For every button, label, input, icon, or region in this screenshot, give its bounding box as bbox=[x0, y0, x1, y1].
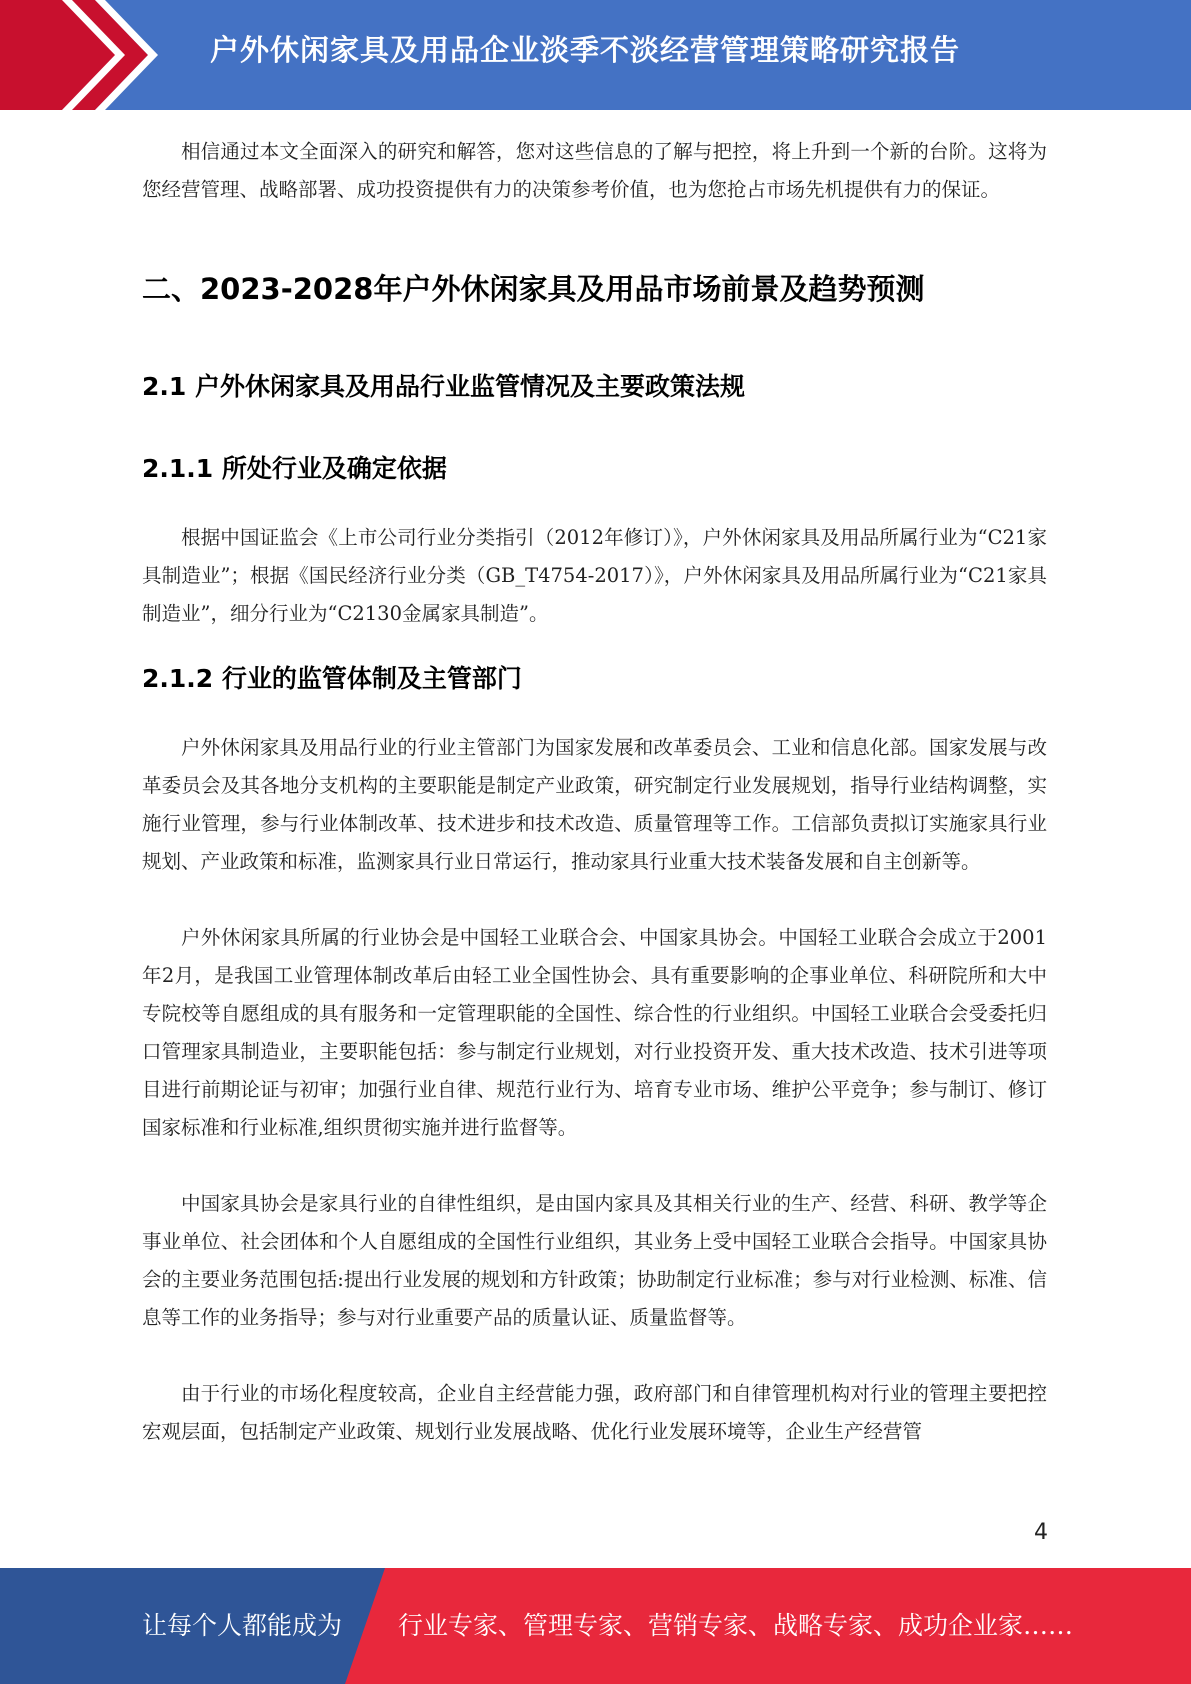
sub-1-title: 2.1.1 所处行业及确定依据 bbox=[142, 454, 447, 483]
footer-slogan-left: 让每个人都能成为 bbox=[142, 1611, 343, 1640]
footer-slogan-right: 行业专家、管理专家、营销专家、战略专家、成功企业家…… bbox=[398, 1611, 1074, 1640]
section-title: 二、2023-2028年户外休闲家具及用品市场前景及趋势预测 bbox=[142, 272, 925, 306]
subsection-title: 2.1 户外休闲家具及用品行业监管情况及主要政策法规 bbox=[142, 372, 745, 401]
sub-2-paragraph-3: 中国家具协会是家具行业的自律性组织，是由国内家具及其相关行业的生产、经营、科研、教学等企事业单位、社会团体和个人自愿组成的全国性行业组织，其业务上受中国轻工业联合会指导。中国家具协会的主要业务范围包括:提出行业发展的规划和方针政策；协助制定行业标准；参与对行业检测、标准、信息等工作的业务指导；参与对行业重要产品的质量认证、质量监督等。 bbox=[142, 1192, 1047, 1329]
sub-1-paragraph: 根据中国证监会《上市公司行业分类指引（2012年修订）》，户外休闲家具及用品所属行业为“C21家具制造业”；根据《国民经济行业分类（GB_T4754-2017）》，户外休闲家具及用品所属行业为“C21家具制造业”，细分行业为“C2130金属家具制造”。 bbox=[142, 526, 1047, 625]
intro-paragraph: 相信通过本文全面深入的研究和解答，您对这些信息的了解与把控，将上升到一个新的台阶。这将为您经营管理、战略部署、成功投资提供有力的决策参考价值，也为您抢占市场先机提供有力的保证。 bbox=[142, 140, 1047, 201]
header-banner bbox=[0, 0, 1191, 110]
sub-2-paragraph-2: 户外休闲家具所属的行业协会是中国轻工业联合会、中国家具协会。中国轻工业联合会成立于2001年2月，是我国工业管理体制改革后由轻工业全国性协会、具有重要影响的企事业单位、科研院所和大中专院校等自愿组成的具有服务和一定管理职能的全国性、综合性的行业组织。中国轻工业联合会受委托归口管理家具制造业，主要职能包括：参与制定行业规划，对行业投资开发、重大技术改造、技术引进等项目进行前期论证与初审；加强行业自律、规范行业行为、培育专业市场、维护公平竞争；参与制订、修订国家标准和行业标准,组织贯彻实施并进行监督等。 bbox=[142, 926, 1047, 1139]
page-number: 4 bbox=[1034, 1520, 1048, 1545]
sub-2-paragraph-4: 由于行业的市场化程度较高，企业自主经营能力强，政府部门和自律管理机构对行业的管理主要把控宏观层面，包括制定产业政策、规划行业发展战略、优化行业发展环境等，企业生产经营管 bbox=[142, 1382, 1047, 1443]
sub-2-paragraph-1: 户外休闲家具及用品行业的行业主管部门为国家发展和改革委员会、工业和信息化部。国家发展与改革委员会及其各地分支机构的主要职能是制定产业政策，研究制定行业发展规划，指导行业结构调整，实施行业管理，参与行业体制改革、技术进步和技术改造、质量管理等工作。工信部负责拟订实施家具行业规划、产业政策和标准，监测家具行业日常运行，推动家具行业重大技术装备发展和自主创新等。 bbox=[142, 736, 1047, 873]
footer-banner bbox=[0, 1568, 1191, 1684]
sub-2-title: 2.1.2 行业的监管体制及主管部门 bbox=[142, 664, 522, 693]
header-title: 户外休闲家具及用品企业淡季不淡经营管理策略研究报告 bbox=[210, 33, 961, 67]
document-body bbox=[142, 133, 1047, 1451]
